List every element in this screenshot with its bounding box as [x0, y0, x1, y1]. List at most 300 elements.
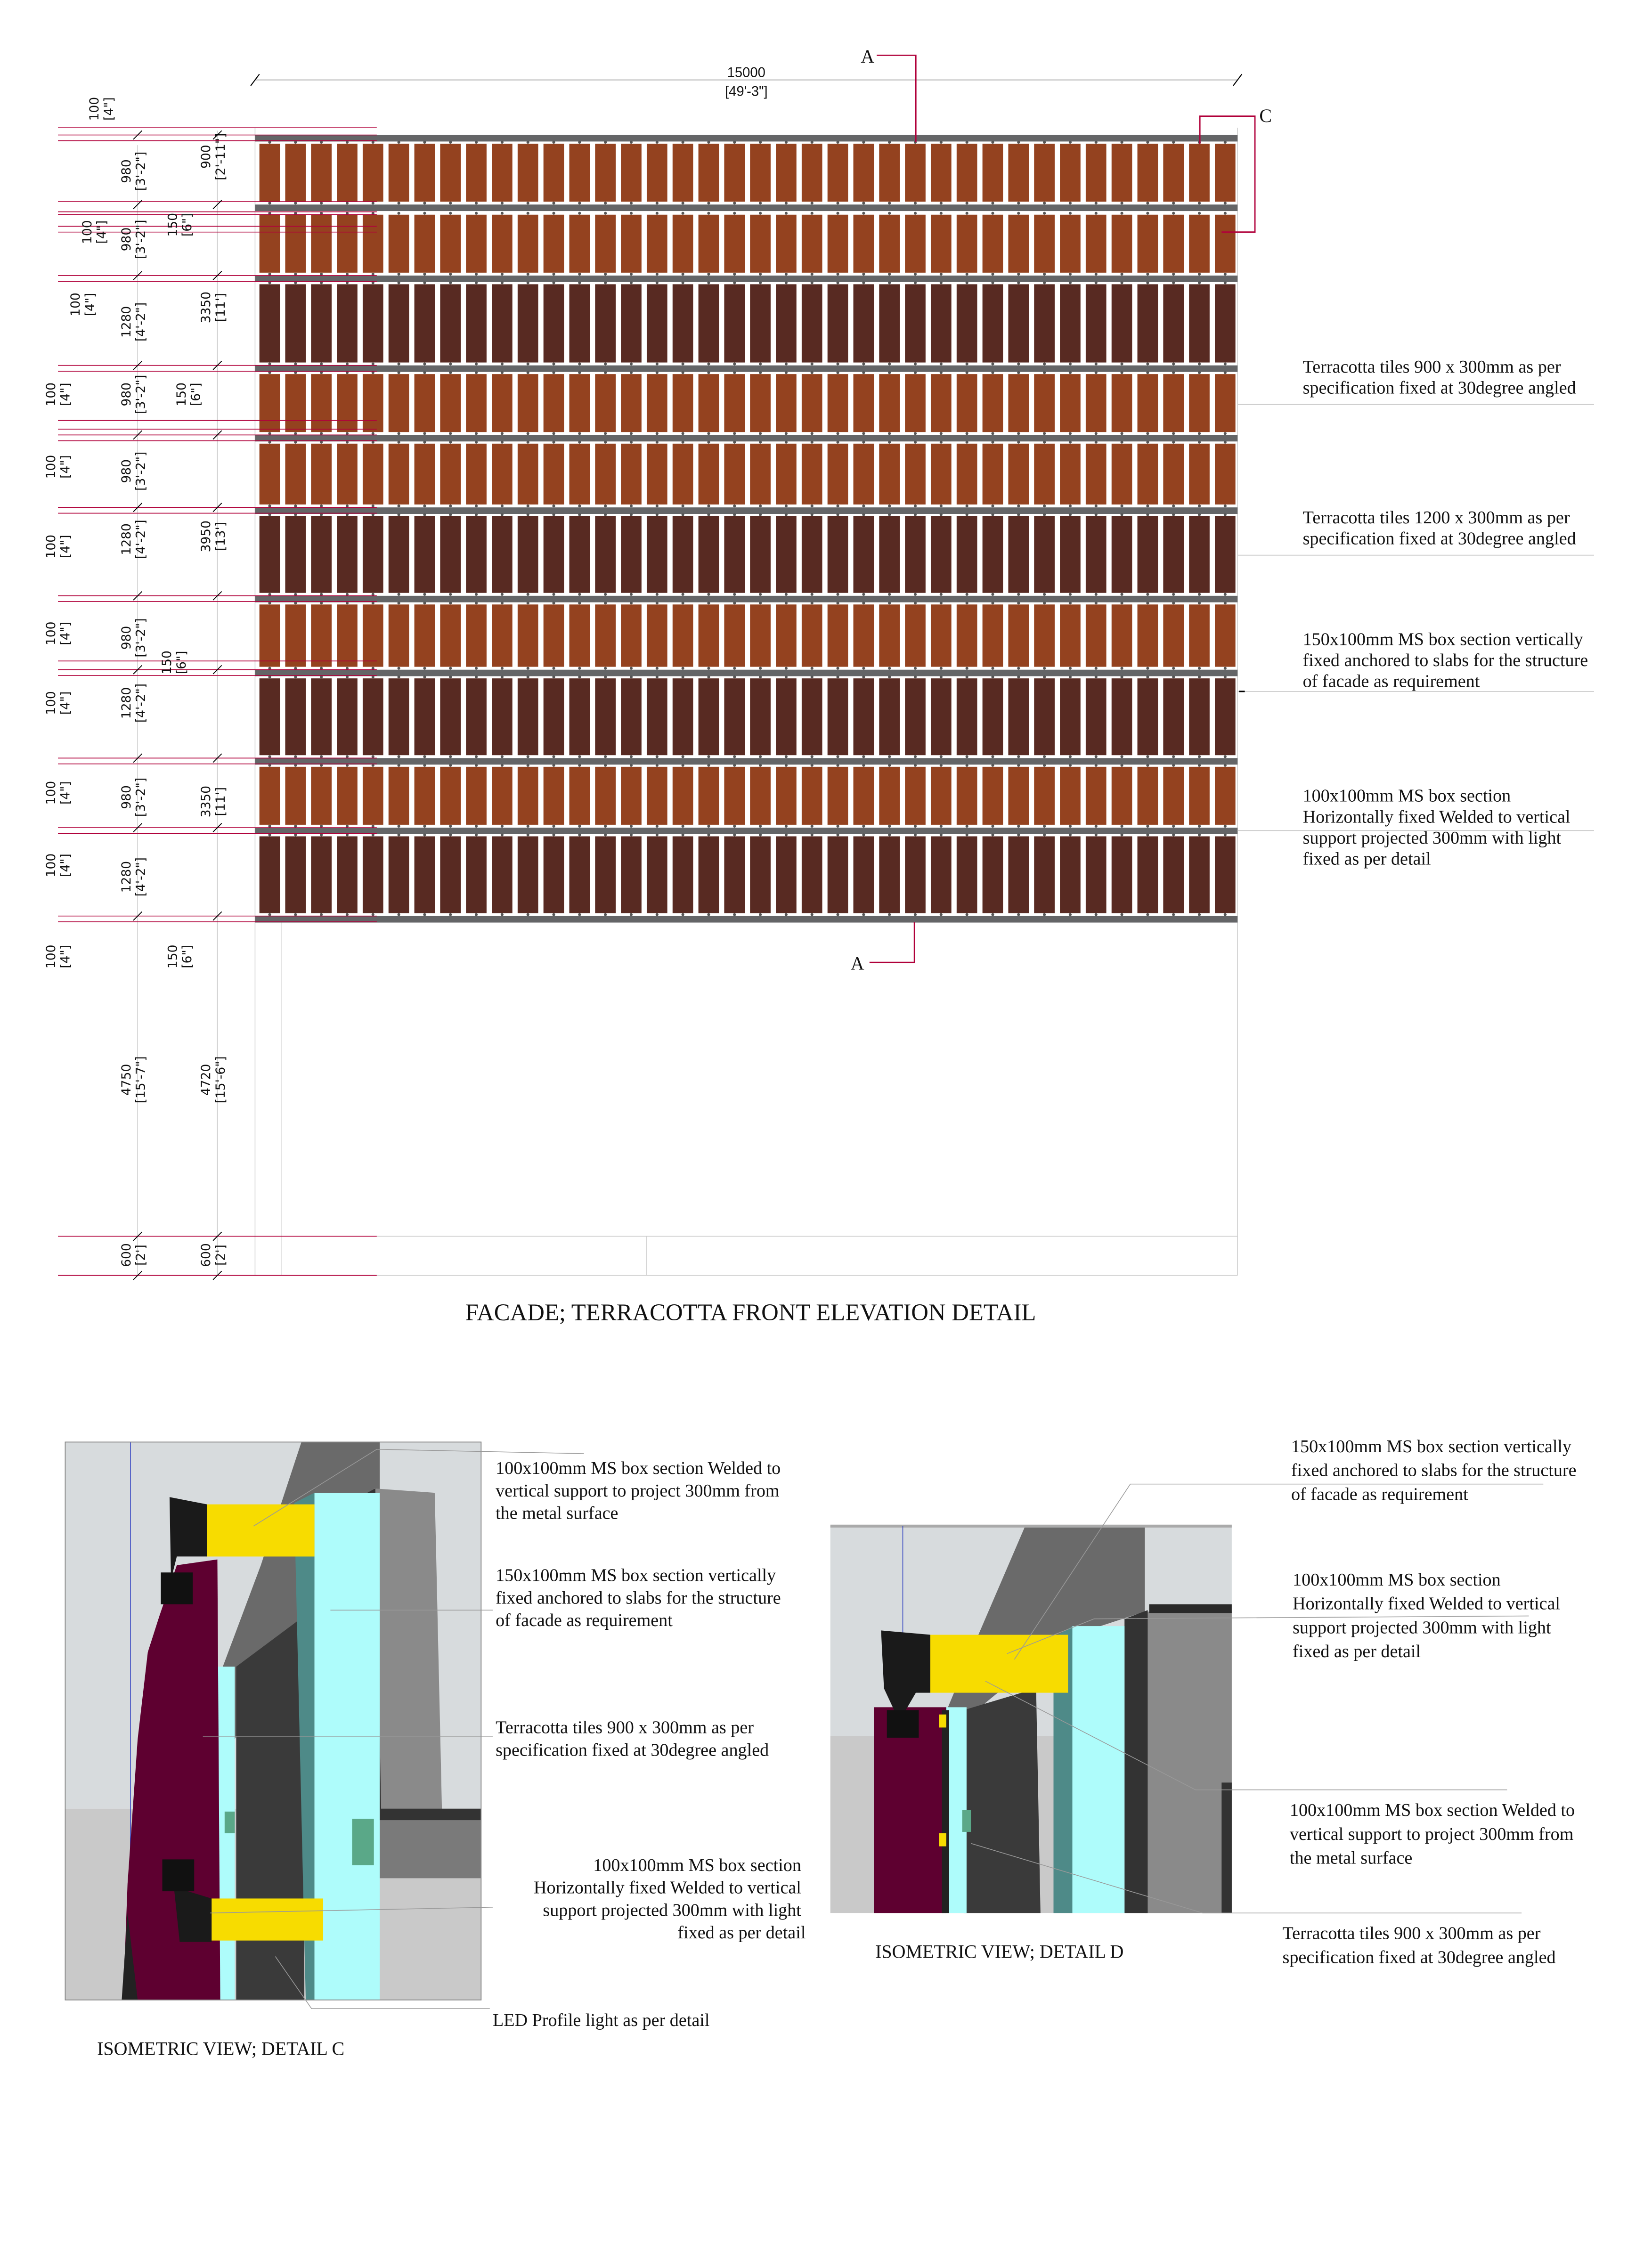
fixing-bolt [785, 273, 788, 276]
fixing-bolt [1095, 513, 1098, 516]
fixing-bolt [449, 764, 452, 767]
terracotta-tile [415, 837, 435, 913]
fixing-bolt [1043, 504, 1046, 507]
terracotta-tile [518, 144, 538, 202]
terracotta-tile [363, 767, 383, 825]
terracotta-tile [1060, 837, 1081, 913]
fixing-bolt [346, 504, 349, 507]
terracotta-tile [337, 144, 358, 202]
fixing-bolt [862, 913, 865, 916]
terracotta-tile [854, 284, 874, 362]
terracotta-tile [1008, 444, 1029, 504]
bracket [887, 1710, 919, 1738]
fixing-bolt [1043, 363, 1046, 366]
terracotta-tile [337, 604, 358, 667]
terracotta-tile [931, 837, 952, 913]
fixing-bolt [707, 441, 710, 444]
fixing-bolt [372, 363, 374, 366]
terracotta-tile [673, 767, 693, 825]
terracotta-tile [492, 444, 513, 504]
terracotta-tile [750, 678, 771, 755]
fixing-bolt [914, 825, 917, 828]
fixing-bolt [630, 913, 633, 916]
terracotta-tile [440, 284, 461, 362]
detail-marker-c[interactable]: C [1259, 105, 1272, 126]
fixing-bolt [914, 833, 917, 836]
dimension-value: 150 [165, 944, 180, 969]
terracotta-tile [595, 767, 616, 825]
fixing-bolt [1095, 833, 1098, 836]
fixing-bolt [1069, 764, 1072, 767]
fixing-bolt [733, 281, 736, 284]
terracotta-tile [879, 374, 900, 432]
fixing-bolt [991, 504, 994, 507]
fixing-bolt [914, 371, 917, 374]
fixing-bolt [914, 432, 917, 435]
fixing-bolt [501, 141, 504, 144]
fixing-bolt [811, 755, 814, 758]
fixing-bolt [966, 363, 968, 366]
terracotta-tile [647, 837, 667, 913]
dimension-label [199, 292, 228, 323]
fixing-bolt [423, 833, 426, 836]
terracotta-tile [518, 444, 538, 504]
dimension-label [119, 375, 148, 414]
fixing-bolt [604, 833, 607, 836]
fixing-bolt [682, 602, 684, 604]
terracotta-tile [983, 144, 1003, 202]
fixing-bolt [1095, 141, 1098, 144]
fixing-bolt [475, 212, 478, 215]
fixing-bolt [914, 602, 917, 604]
terracotta-tile [1008, 837, 1029, 913]
fixing-bolt [501, 363, 504, 366]
terracotta-tile [647, 767, 667, 825]
fixing-bolt [1069, 602, 1072, 604]
fixing-bolt [862, 432, 865, 435]
fixing-bolt [914, 273, 917, 276]
dimension-imperial: [4"] [82, 293, 98, 317]
terracotta-tile [1086, 516, 1107, 593]
dimension-label [44, 535, 73, 558]
fixing-bolt [914, 513, 917, 516]
fixing-bolt [1224, 593, 1227, 596]
fixing-bolt [604, 602, 607, 604]
horizontal-rail [255, 135, 1237, 142]
fixing-bolt [630, 675, 633, 678]
fixing-bolt [1120, 913, 1123, 916]
fixing-bolt [1146, 212, 1149, 215]
fixing-bolt [320, 755, 323, 758]
fixing-bolt [268, 202, 271, 204]
dimension-label [80, 220, 109, 244]
terracotta-tile [1189, 444, 1210, 504]
fixing-bolt [1198, 825, 1201, 828]
fixing-bolt [1120, 602, 1123, 604]
terracotta-tile [879, 678, 900, 755]
isometric-detail-c [65, 1442, 806, 2059]
fixing-bolt [320, 281, 323, 284]
fixing-plate [225, 1812, 235, 1833]
terracotta-tile [544, 284, 564, 362]
terracotta-tile [1138, 215, 1158, 273]
fixing-bolt [294, 602, 297, 604]
yellow-box-section-bottom[interactable] [212, 1898, 323, 1940]
terracotta-tile [699, 444, 719, 504]
fixing-bolt [527, 281, 529, 284]
terracotta-tile [466, 374, 487, 432]
detail-c-annotation-welded: 100x100mm MS box section Welded to vertical support to project 300mm from the metal surface [496, 1458, 781, 1523]
fixing-bolt [707, 504, 710, 507]
fixing-bolt [1198, 363, 1201, 366]
terracotta-tile [337, 678, 358, 755]
fixing-bolt [552, 913, 555, 916]
fixing-bolt [811, 432, 814, 435]
terracotta-tile [1086, 374, 1107, 432]
dimension-value: 980 [119, 459, 134, 483]
fixing-bolt [966, 441, 968, 444]
fixing-bolt [836, 441, 839, 444]
dimension-imperial: [2'] [133, 1244, 148, 1266]
terracotta-tile [724, 144, 745, 202]
fixing-bolt [1120, 212, 1123, 215]
fixing-bolt [1095, 441, 1098, 444]
fixing-bolt [294, 755, 297, 758]
fixing-bolt [1095, 432, 1098, 435]
dimension-imperial: [15'-6"] [213, 1056, 228, 1104]
fixing-bolt [475, 913, 478, 916]
fixing-bolt [1017, 825, 1020, 828]
fixing-bolt [1043, 602, 1046, 604]
terracotta-tile [931, 444, 952, 504]
fixing-bolt [604, 667, 607, 670]
fixing-bolt [346, 593, 349, 596]
dimension-label [44, 622, 73, 645]
fixing-bolt [630, 212, 633, 215]
fixing-bolt [398, 504, 400, 507]
fixing-bolt [552, 212, 555, 215]
terracotta-tile [285, 374, 306, 432]
fixing-bolt [656, 833, 659, 836]
terracotta-tile [828, 215, 848, 273]
fixing-bolt [1224, 755, 1227, 758]
fixing-bolt [1043, 371, 1046, 374]
fixing-bolt [1198, 764, 1201, 767]
terracotta-tile [776, 837, 797, 913]
terracotta-tile [1112, 678, 1132, 755]
terracotta-tile [879, 444, 900, 504]
fixing-bolt [372, 825, 374, 828]
terracotta-tile [1163, 215, 1184, 273]
fixing-bolt [940, 432, 943, 435]
fixing-bolt [733, 432, 736, 435]
fixing-bolt [914, 913, 917, 916]
fixing-bolt [268, 675, 271, 678]
terracotta-tile [802, 767, 822, 825]
fixing-bolt [268, 513, 271, 516]
terracotta-tile [260, 767, 280, 825]
dimension-imperial: [13'] [213, 521, 228, 551]
fixing-bolt [398, 281, 400, 284]
fixing-bolt [449, 363, 452, 366]
fixing-bolt [991, 675, 994, 678]
dimension-label [199, 1243, 228, 1267]
terracotta-tile [1189, 284, 1210, 362]
fixing-bolt [811, 593, 814, 596]
terracotta-tile [415, 144, 435, 202]
fixing-bolt [475, 281, 478, 284]
fixing-bolt [578, 212, 581, 215]
fixing-bolt [372, 913, 374, 916]
fixing-bolt [320, 371, 323, 374]
fixing-bolt [991, 212, 994, 215]
terracotta-tile [724, 767, 745, 825]
terracotta-tile [647, 144, 667, 202]
fixing-bolt [294, 833, 297, 836]
terracotta-tile [1215, 444, 1236, 504]
fixing-bolt [836, 273, 839, 276]
terracotta-tile [957, 678, 977, 755]
fixing-bolt [475, 432, 478, 435]
terracotta-tile [260, 837, 280, 913]
section-marker-a-bottom[interactable]: A [850, 952, 864, 974]
fixing-bolt [449, 825, 452, 828]
dimension-imperial: [6"] [174, 651, 189, 675]
fixing-bolt [1172, 281, 1175, 284]
fixing-bolt [372, 371, 374, 374]
yellow-box-section[interactable] [930, 1635, 1068, 1693]
terracotta-tile [983, 837, 1003, 913]
terracotta-tile [1008, 374, 1029, 432]
fixing-bolt [320, 432, 323, 435]
fixing-bolt [1120, 141, 1123, 144]
fixing-bolt [914, 441, 917, 444]
fixing-bolt [1017, 363, 1020, 366]
dimension-label [119, 520, 148, 559]
fixing-bolt [268, 764, 271, 767]
fixing-bolt [294, 825, 297, 828]
fixing-bolt [578, 432, 581, 435]
terracotta-tile [621, 837, 642, 913]
terracotta-tile [260, 215, 280, 273]
terracotta-tile [776, 284, 797, 362]
fixing-bolt [552, 513, 555, 516]
fixing-bolt [966, 281, 968, 284]
fixing-bolt [501, 441, 504, 444]
cyan-vertical-support[interactable] [1072, 1626, 1124, 1913]
fixing-bolt [268, 273, 271, 276]
terracotta-tile [415, 444, 435, 504]
fixing-bolt [966, 504, 968, 507]
terracotta-tile [905, 374, 926, 432]
terracotta-tile [440, 444, 461, 504]
terracotta-tile [828, 604, 848, 667]
dimension-label [160, 651, 189, 674]
fixing-bolt [707, 281, 710, 284]
fixing-bolt [578, 371, 581, 374]
terracotta-tile [595, 678, 616, 755]
annotation-vertical-box-section: 150x100mm MS box section vertically fixed anchored to slabs for the structure of facade as requirement [1302, 629, 1588, 691]
terracotta-tile [1034, 678, 1055, 755]
terracotta-tile [285, 284, 306, 362]
fixing-bolt [656, 441, 659, 444]
fixing-bolt [888, 371, 891, 374]
fixing-bolt [1017, 212, 1020, 215]
cyan-vertical-support[interactable] [315, 1493, 380, 2000]
fixing-bolt [1224, 363, 1227, 366]
fixing-bolt [1224, 212, 1227, 215]
fixing-bolt [991, 833, 994, 836]
fixing-bolt [268, 504, 271, 507]
fixing-bolt [1120, 833, 1123, 836]
terracotta-tile [544, 678, 564, 755]
terracotta-tile [260, 284, 280, 362]
fixing-bolt [552, 504, 555, 507]
fixing-bolt [966, 513, 968, 516]
fixing-bolt [1069, 755, 1072, 758]
fixing-bolt [398, 432, 400, 435]
fixing-bolt [527, 667, 529, 670]
fixing-bolt [862, 833, 865, 836]
fixing-bolt [604, 441, 607, 444]
terracotta-tile [854, 516, 874, 593]
fixing-bolt [398, 441, 400, 444]
terracotta-tile [595, 444, 616, 504]
fixing-bolt [449, 281, 452, 284]
terracotta-tile [1138, 604, 1158, 667]
fixing-bolt [888, 833, 891, 836]
terracotta-tile [647, 444, 667, 504]
fixing-bolt [1017, 513, 1020, 516]
dimension-label [199, 786, 228, 817]
fixing-bolt [268, 833, 271, 836]
terracotta-tile [1008, 516, 1029, 593]
fixing-bolt [1172, 504, 1175, 507]
fixing-bolt [1043, 764, 1046, 767]
dimension-imperial: [4"] [58, 455, 73, 479]
fixing-bolt [604, 212, 607, 215]
terracotta-tile [776, 767, 797, 825]
fixing-bolt [423, 764, 426, 767]
horizontal-rail [255, 204, 1237, 211]
terracotta-tile [905, 284, 926, 362]
fixing-bolt [811, 504, 814, 507]
horizontal-rail [255, 507, 1237, 514]
terracotta-tile [544, 767, 564, 825]
fixing-bolt [707, 432, 710, 435]
dimension-label [174, 382, 203, 406]
fixing-bolt [1172, 441, 1175, 444]
fixing-bolt [836, 675, 839, 678]
fixing-bolt [733, 141, 736, 144]
terracotta-tile [1060, 516, 1081, 593]
fixing-bolt [682, 141, 684, 144]
fixing-bolt [888, 432, 891, 435]
terracotta-tile [544, 215, 564, 273]
terracotta-tile [776, 678, 797, 755]
fixing-bolt [914, 675, 917, 678]
fixing-bolt [604, 202, 607, 204]
detail-d-annotation-horizontal: 100x100mm MS box section Horizontally fixed Welded to vertical support projected 300mm with light fixed as per detail [1293, 1570, 1560, 1662]
fixing-bolt [527, 212, 529, 215]
fixing-bolt [862, 141, 865, 144]
fixing-bolt [449, 593, 452, 596]
fixing-bolt [1224, 281, 1227, 284]
terracotta-tile [389, 444, 409, 504]
fixing-bolt [1017, 667, 1020, 670]
fixing-bolt [578, 755, 581, 758]
terracotta-tile [492, 516, 513, 593]
terracotta-tile [802, 374, 822, 432]
fixing-bolt [1095, 913, 1098, 916]
terracotta-tile [983, 444, 1003, 504]
fixing-bolt [501, 202, 504, 204]
terracotta-tile [1034, 144, 1055, 202]
dimension-imperial: [6"] [180, 945, 195, 968]
fixing-bolt [372, 755, 374, 758]
fixing-bolt [940, 202, 943, 204]
fixing-bolt [656, 675, 659, 678]
fixing-bolt [423, 212, 426, 215]
fixing-bolt [527, 432, 529, 435]
fixing-bolt [759, 363, 762, 366]
terracotta-tile [1215, 678, 1236, 755]
fixing-bolt [501, 913, 504, 916]
terracotta-tile [776, 444, 797, 504]
fixing-bolt [398, 273, 400, 276]
fixing-bolt [759, 667, 762, 670]
terracotta-tile [1086, 215, 1107, 273]
fixing-bolt [733, 273, 736, 276]
fixing-bolt [1146, 513, 1149, 516]
fixing-bolt [475, 371, 478, 374]
terracotta-tile [492, 215, 513, 273]
fixing-bolt [527, 675, 529, 678]
fixing-bolt [372, 593, 374, 596]
terracotta-tile [776, 374, 797, 432]
horizontal-rail [255, 828, 1237, 834]
fixing-bolt [1120, 363, 1123, 366]
fixing-bolt [966, 675, 968, 678]
fixing-bolt [501, 593, 504, 596]
dimension-value: 100 [43, 853, 58, 878]
fixing-bolt [630, 764, 633, 767]
fixing-bolt [294, 363, 297, 366]
fixing-bolt [785, 141, 788, 144]
fixing-bolt [707, 212, 710, 215]
yellow-box-section-top[interactable] [206, 1505, 315, 1557]
section-marker-a-top[interactable]: A [861, 45, 875, 67]
fixing-bolt [578, 141, 581, 144]
terracotta-tile [1034, 767, 1055, 825]
fixing-bolt [1172, 833, 1175, 836]
terracotta-tile [802, 444, 822, 504]
fixing-bolt [578, 833, 581, 836]
fixing-bolt [372, 504, 374, 507]
fixing-bolt [501, 371, 504, 374]
terracotta-tile [285, 604, 306, 667]
fixing-bolt [914, 363, 917, 366]
fixing-bolt [707, 602, 710, 604]
terracotta-tile [466, 837, 487, 913]
fixing-bolt [1095, 593, 1098, 596]
front-elevation [44, 46, 1594, 1326]
fixing-bolt [423, 593, 426, 596]
bracket [163, 1859, 195, 1891]
fixing-bolt [733, 913, 736, 916]
terracotta-tile [699, 144, 719, 202]
terracotta-tile [363, 215, 383, 273]
